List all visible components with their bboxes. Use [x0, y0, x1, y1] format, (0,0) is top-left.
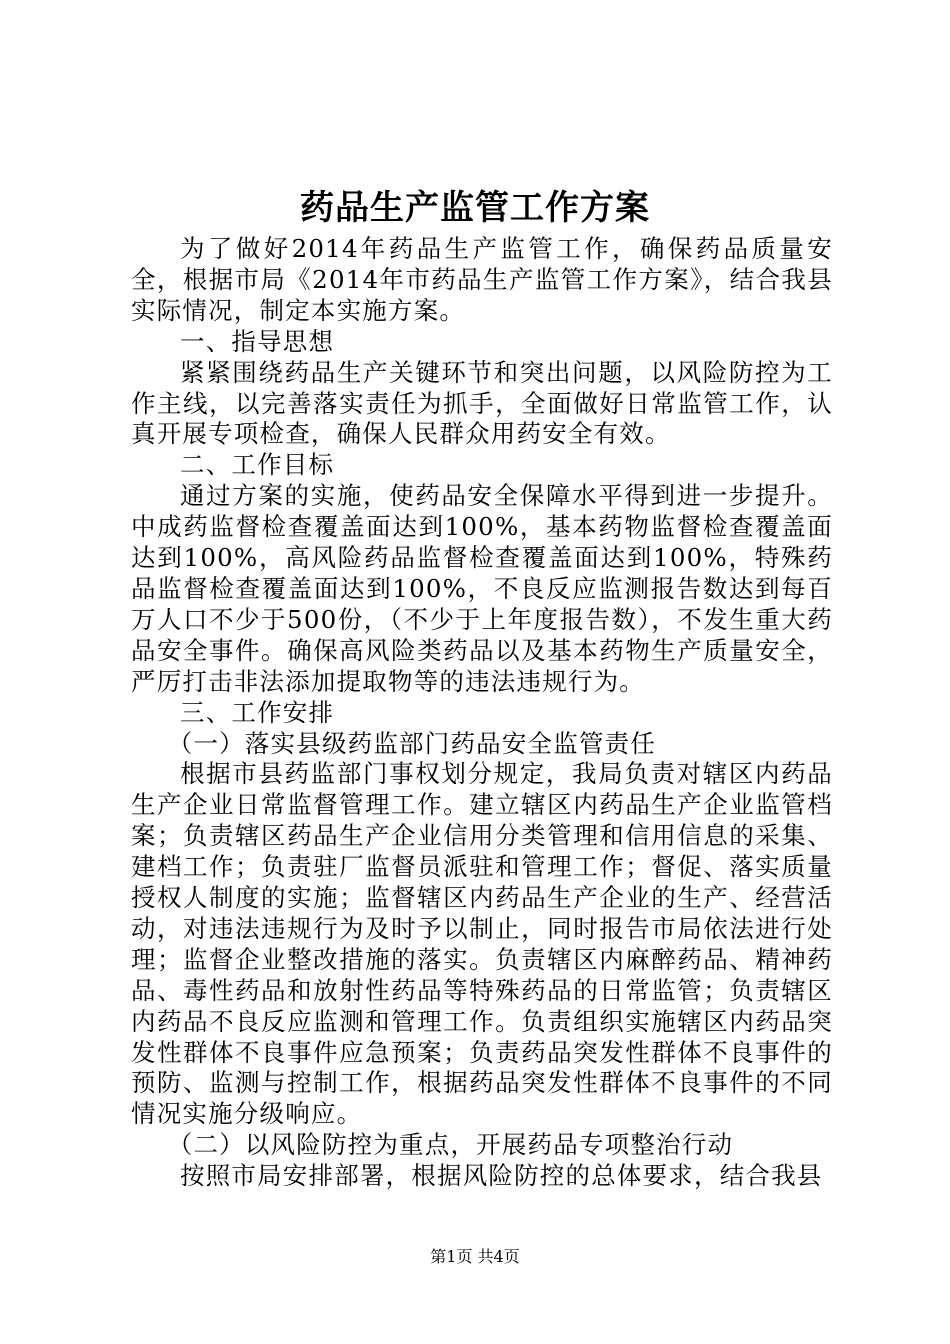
document-title: 药品生产监管工作方案 [300, 188, 650, 228]
section-heading-work-goals: 二、工作目标 [180, 450, 335, 480]
page-footer: 第1页 共4页 [430, 1247, 520, 1266]
document-body [131, 234, 833, 1192]
section-heading-guiding-thought: 一、指导思想 [180, 326, 335, 356]
subsection-paragraph-responsibility: 根据市县药监部门事权划分规定，我局负责对辖区内药品生产企业日常监督管理工作。建立辖区内药品生产企业监管档案；负责辖区药品生产企业信用分类管理和信用信息的采集、建档工作；负责驻厂监督员派驻和管理工作；督促、落实质量授权人制度的实施；监督辖区内药品生产企业的生产、经营活动，对违法违规行为及时予以制止，同时报告市局依法进行处理；监督企业整改措施的落实。负责辖区内麻醉药品、精神药品、毒性药品和放射性药品等特殊药品的日常监管；负责辖区内药品不良反应监测和管理工作。负责组织实施辖区内药品突发性群体不良事件应急预案；负责药品突发性群体不良事件的预防、监测与控制工作，根据药品突发性群体不良事件的不同情况实施分级响应。 [131, 759, 833, 1129]
section-paragraph-work-goals: 通过方案的实施，使药品安全保障水平得到进一步提升。中成药监督检查覆盖面达到100%，基本药物监督检查覆盖面达到100%，高风险药品监督检查覆盖面达到100%，特殊药品监督检查覆盖面达到100%，不良反应监测报告数达到每百万人口不少于500份，（不少于上年度报告数），不发生重大药品安全事件。确保高风险类药品以及基本药物生产质量安全，严厉打击非法添加提取物等的违法违规行为。 [131, 481, 833, 696]
section-heading-work-arrangement: 三、工作安排 [180, 697, 335, 727]
subsection-paragraph-risk-control: 按照市局安排部署，根据风险防控的总体要求，结合我县 [180, 1161, 823, 1191]
intro-paragraph: 为了做好2014年药品生产监管工作，确保药品质量安全，根据市局《2014年市药品生产监管工作方案》，结合我县实际情况，制定本实施方案。 [131, 234, 833, 325]
subsection-heading-risk-control: （二）以风险防控为重点，开展药品专项整治行动 [167, 1130, 734, 1160]
subsection-heading-responsibility: （一）落实县级药监部门药品安全监管责任 [167, 728, 657, 758]
section-paragraph-guiding-thought: 紧紧围绕药品生产关键环节和突出问题，以风险防控为工作主线，以完善落实责任为抓手，全面做好日常监管工作，认真开展专项检查，确保人民群众用药安全有效。 [131, 357, 833, 449]
